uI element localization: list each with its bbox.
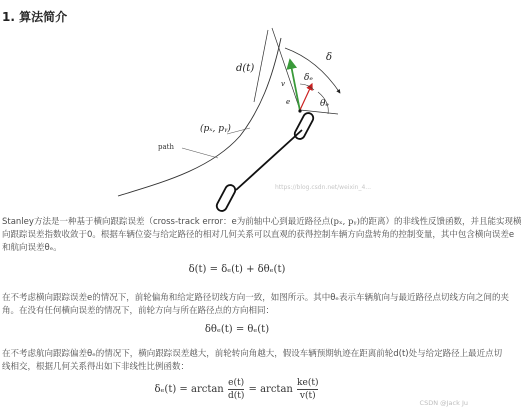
dt-label: d(t)	[236, 63, 255, 74]
equation-3-numerator-1: e(t)	[228, 378, 245, 388]
point-label: (pₓ, pᵧ)	[200, 124, 231, 134]
equation-3-fraction-bar-1	[228, 389, 244, 390]
delta-label: δ	[326, 52, 333, 63]
paragraph-3-line-2: 线相交，根据几何关系得出如下非线性比例函数：	[2, 362, 190, 372]
footer-watermark: CSDN @Jack Ju	[419, 399, 468, 407]
equation-3-fraction-2	[297, 378, 318, 401]
equation-3-denominator-1: d(t)	[227, 391, 245, 401]
section-title: 1. 算法简介	[2, 10, 68, 24]
dt-line-left	[254, 30, 268, 102]
equation-3-fraction-bar-2	[297, 389, 318, 390]
equation-3-denominator-2: v(t)	[299, 391, 316, 401]
theta-e-label: θₑ	[320, 99, 329, 109]
paragraph-1-line-1	[2, 216, 521, 229]
equation-2: δθₑ(t) = θₑ(t)	[204, 324, 270, 335]
v-label: v	[281, 80, 285, 88]
paragraph-1-line-3: 和航向误差θₑ。	[2, 243, 62, 253]
path-label: path	[158, 143, 174, 151]
equation-1: δ(t) = δₑ(t) + δθₑ(t)	[188, 264, 286, 275]
stanley-diagram	[0, 18, 474, 214]
delta-e-label: δₑ	[304, 73, 313, 83]
paragraph-1-inline-math: (pₓ, pᵧ)	[330, 217, 360, 227]
rear-wheel	[215, 183, 237, 212]
paragraph-3-line-1: 在不考虑航向跟踪偏差θₑ的情况下，横向跟踪误差越大，前轮转向角越大，假设车辆预期轨迹在距离前轮d(t)处与给定路径上最近点切	[2, 349, 503, 359]
e-label: e	[286, 98, 291, 106]
paragraph-2-line-1: 在不考虑横向跟踪误差e的情况下，前轮偏角和给定路径切线方向一致，如图所示。其中θₑ表示车辆航向与最近路径点切线方向之间的夹	[2, 293, 509, 303]
paragraph-1-line-2: 向跟踪误差指数收敛于0。根据车辆位姿与给定路径的相对几何关系可以直观的获得控制车辆方向盘转角的控制变量，其中包含横向误差e	[2, 230, 515, 240]
equation-3-middle: = arctan	[248, 384, 293, 395]
front-axle-center	[298, 109, 301, 112]
equation-3	[0, 378, 474, 401]
paragraph-1-line-1-b: 的距离）的非线性反馈函数，并且能实现横	[359, 217, 521, 227]
equation-3-numerator-2: ke(t)	[297, 378, 319, 388]
diagram-watermark: https://blog.csdn.net/weixin_4...	[275, 184, 372, 191]
error-vector	[300, 84, 312, 110]
paragraph-2-line-2: 角。在没有任何横向误差的情况下，前轮方向与所在路径点的方向相同：	[2, 306, 275, 316]
path-pointer-line	[182, 148, 218, 158]
equation-3-fraction-1	[228, 378, 244, 401]
equation-3-lhs: δₑ(t) = arctan	[154, 384, 224, 395]
vehicle-axis	[236, 130, 302, 190]
paragraph-1-line-1-a: Stanley方法是一种基于横向跟踪误差（cross-track error：e为前轴中心到最近路径点	[2, 217, 331, 227]
